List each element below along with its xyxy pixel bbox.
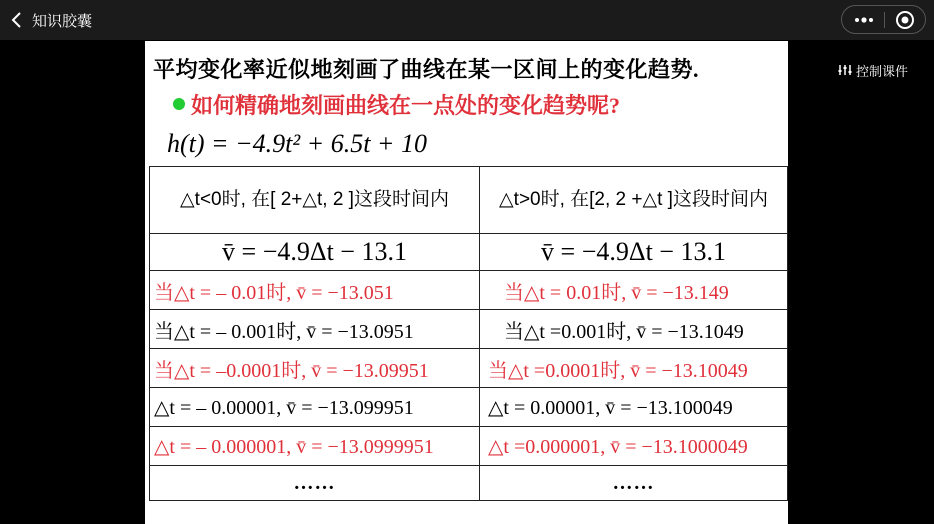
row-left: 当△t = –0.0001时, v̄ = −13.09951: [150, 349, 480, 388]
row-right: 当△t = 0.01时, v̄ = −13.149: [480, 271, 788, 310]
control-courseware-button[interactable]: [838, 60, 908, 80]
sliders-icon: [838, 63, 852, 77]
height-formula: h(t) = −4.9t² + 6.5t + 10: [167, 129, 427, 158]
capsule-divider: [884, 12, 885, 28]
close-target-icon[interactable]: [895, 10, 915, 30]
row-left: △t = – 0.00001, v̄ = −13.099951: [150, 388, 480, 427]
question-text: 如何精确地刻画曲线在一点处的变化趋势呢?: [191, 93, 621, 118]
row-left: △t = – 0.000001, v̄ = −13.0999951: [150, 427, 480, 466]
row-right: △t = 0.00001, v̄ = −13.100049: [480, 388, 788, 427]
header-left: △t<0时, 在[ 2+△t, 2 ]这段时间内: [150, 167, 480, 234]
table-row: [150, 271, 788, 310]
table-ellipsis-row: [150, 466, 788, 501]
row-left: 当△t = – 0.001时, v̄ = −13.0951: [150, 310, 480, 349]
menu-capsule: [841, 5, 926, 34]
control-label: 控制课件: [856, 63, 909, 79]
row-right: 当△t =0.0001时, v̄ = −13.10049: [480, 349, 788, 388]
more-icon[interactable]: [852, 12, 876, 28]
row-right: △t =0.000001, v̄ = −13.1000049: [480, 427, 788, 466]
table-header-row: [150, 167, 788, 234]
slide-headline: 平均变化率近似地刻画了曲线在某一区间上的变化趋势.: [153, 57, 700, 82]
table-avg-row: [150, 234, 788, 271]
courseware-slide: [145, 41, 788, 524]
average-velocity-table: [149, 166, 788, 501]
table-row: [150, 388, 788, 427]
row-left: 当△t = – 0.01时, v̄ = −13.051: [150, 271, 480, 310]
ellipsis-right: ……: [480, 466, 788, 501]
top-bar: [0, 0, 934, 40]
app-title: 知识胶囊: [32, 13, 93, 30]
back-arrow-icon[interactable]: [10, 11, 24, 29]
slide-question: [171, 89, 620, 120]
avg-right: v̄ = −4.9Δt − 13.1: [480, 234, 788, 271]
table-row: [150, 349, 788, 388]
row-right: 当△t =0.001时, v̄ = −13.1049: [480, 310, 788, 349]
table-row: [150, 427, 788, 466]
ellipsis-left: ……: [150, 466, 480, 501]
avg-left: v̄ = −4.9Δt − 13.1: [150, 234, 480, 271]
table-row: [150, 310, 788, 349]
header-right: △t>0时, 在[2, 2 +△t ]这段时间内: [480, 167, 788, 234]
